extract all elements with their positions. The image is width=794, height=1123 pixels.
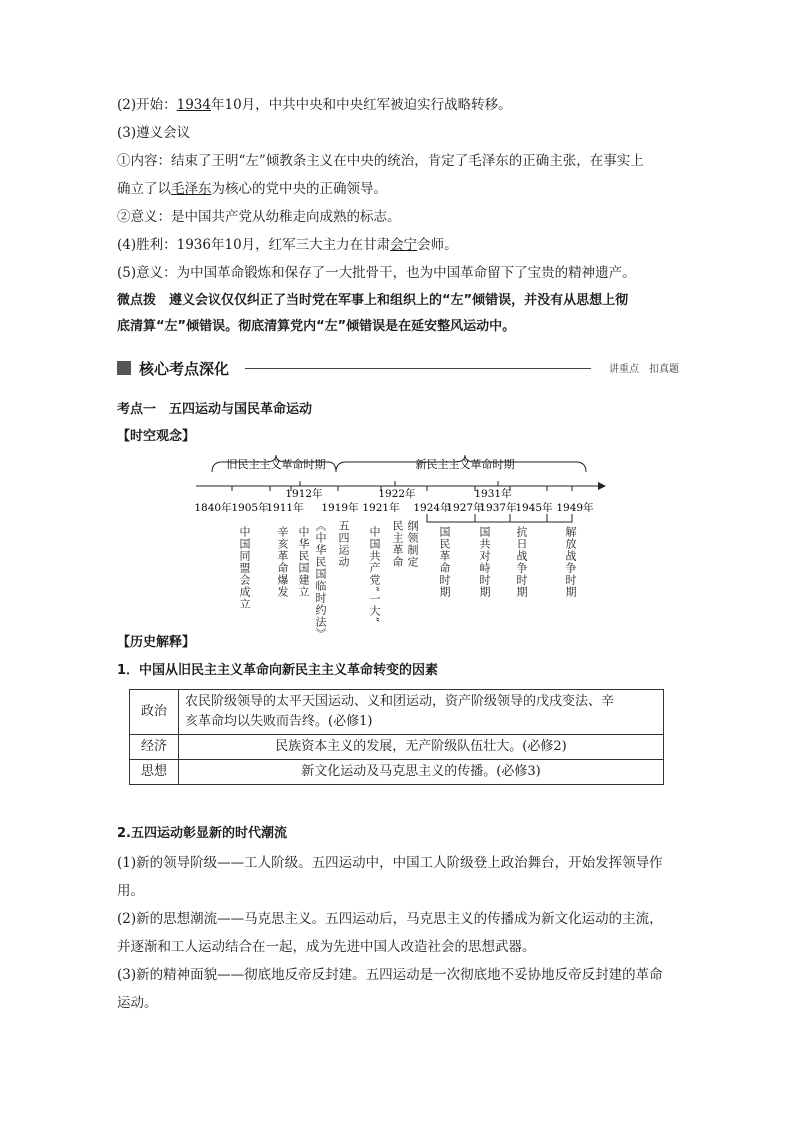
q2-line5: (3)新的精神面貌——彻底地反帝反封建。五四运动是一次彻底地不妥协地反帝反封建的革命: [117, 967, 663, 983]
zunyi-content-pre: 确立了以: [117, 181, 171, 197]
start-text: 年10月，中共中央和中央红军被迫实行战略转移。: [210, 97, 512, 113]
event-linshi-yuefa: 《中华民国临时约法》: [314, 520, 327, 640]
year-1905: 1905年: [231, 502, 269, 514]
text-line-start: [117, 95, 512, 115]
row-head-economy: 经济: [130, 735, 179, 760]
event-kangri: 抗日战争时期: [515, 526, 528, 598]
table-row: [130, 690, 664, 735]
event-guomin: 国民革命时期: [438, 526, 451, 598]
section-right-label: 讲重点 扣真题: [609, 364, 679, 375]
brace-new-period: [336, 455, 586, 472]
section-title: 核心考点深化: [139, 360, 230, 378]
zunyi-significance: ②意义：是中国共产党从幼稚走向成熟的标志。: [117, 209, 401, 225]
event-tongmenghui: 中国同盟会成立: [238, 526, 251, 610]
year-1840: 1840年: [194, 502, 232, 514]
event-zhonghua-minguo: 中华民国建立: [297, 526, 310, 598]
start-year-underlined: 1934: [176, 97, 211, 113]
row-cell-thought: 新文化运动及马克思主义的传播。(必修3): [179, 760, 664, 785]
table-row: [130, 735, 664, 760]
year-1924: 1924年: [413, 502, 451, 514]
period-old-label: 旧民主主义革命时期: [226, 458, 326, 471]
zunyi-heading: (3)遵义会议: [117, 125, 191, 141]
event-xinhai: 辛亥革命爆发: [276, 526, 289, 598]
year-1945: 1945年: [515, 502, 553, 514]
q2-line3: (2)新的思想潮流——马克思主义。五四运动后，马克思主义的传播成为新文化运动的主流，: [117, 911, 663, 927]
event-wusi: 五四运动: [337, 520, 350, 568]
zunyi-content-line2: [117, 179, 387, 199]
year-1912: 1912年: [285, 488, 323, 500]
year-1931: 1931年: [474, 488, 512, 500]
brace-old-period: [212, 455, 336, 472]
section-divider: [245, 368, 591, 369]
zunyi-content-post: 为核心的党中央的正确领导。: [211, 181, 387, 197]
lishi-label: 【历史解释】: [117, 635, 196, 650]
q2-title: 2.五四运动彰显新的时代潮流: [117, 826, 287, 841]
shikong-label: 【时空观念】: [117, 429, 196, 444]
factors-table: [129, 689, 664, 785]
row-head-thought: 思想: [130, 760, 179, 785]
politics-line2: 亥革命均以失败而告终。(必修1): [185, 714, 373, 729]
huining-underlined: 会宁: [390, 237, 418, 253]
event-jiefang: 解放战争时期: [564, 526, 577, 598]
event-yida: 中国共产党“一大”: [368, 526, 381, 624]
event-gangling-part1: 民主革命: [391, 520, 404, 568]
zunyi-content-line1: ①内容：结束了王明“左”倾教条主义在中央的统治，肯定了毛泽东的正确主张，在事实上: [117, 153, 644, 169]
table-row: [130, 760, 664, 785]
tip-line2: 底清算“左”倾错误。彻底清算党内“左”倾错误是在延安整风运动中。: [117, 319, 516, 334]
q2-line1: (1)新的领导阶级——工人阶级。五四运动中，中国工人阶级登上政治舞台，开始发挥领导作: [117, 855, 663, 871]
year-1911: 1911年: [266, 502, 304, 514]
period-new-label: 新民主主义革命时期: [415, 458, 515, 471]
politics-line1: 农民阶级领导的太平天国运动、义和团运动，资产阶级领导的戊戌变法、辛: [185, 694, 615, 709]
section-header: [117, 358, 679, 380]
section-square-icon: [117, 361, 131, 375]
tip-line1: 微点拨 遵义会议仅仅纠正了当时党在军事上和组织上的“左”倾错误，并没有从思想上彻: [117, 293, 629, 308]
timeline-arrow-icon: [598, 482, 606, 490]
q1-title: 1．中国从旧民主主义革命向新民主主义革命转变的因素: [117, 663, 439, 678]
bracket-guomin: [427, 514, 475, 522]
q2-line6: 运动。: [117, 995, 158, 1011]
event-gangling-part2: 纲领制定: [406, 520, 419, 568]
year-1922: 1922年: [378, 488, 416, 500]
bracket-kangri: [510, 514, 547, 522]
row-cell-economy: 民族资本主义的发展，无产阶级队伍壮大。(必修2): [179, 735, 664, 760]
long-march-significance: (5)意义：为中国革命锻炼和保存了一大批骨干，也为中国革命留下了宝贵的精神遗产。: [117, 265, 636, 281]
row-cell-politics: [179, 690, 664, 735]
row-head-politics: 政治: [130, 690, 179, 735]
victory-post: 会师。: [417, 237, 458, 253]
year-1927: 1927年: [446, 502, 484, 514]
event-guogong: 国共对峙时期: [478, 526, 491, 598]
bracket-jiefang: [547, 514, 572, 522]
period-brackets: [427, 514, 572, 522]
year-1919: 1919年: [321, 502, 359, 514]
q2-line2: 用。: [117, 883, 144, 899]
victory-pre: (4)胜利：1936年10月，红军三大主力在甘肃: [117, 237, 391, 253]
timeline-ticks: [232, 481, 572, 491]
year-1949: 1949年: [556, 502, 594, 514]
kaodian-title: 考点一 五四运动与国民革命运动: [117, 402, 313, 417]
year-1937: 1937年: [479, 502, 517, 514]
bracket-guogong: [475, 514, 510, 522]
q2-line4: 并逐渐和工人运动结合在一起，成为先进中国人改造社会的思想武器。: [117, 939, 536, 955]
mao-underlined: 毛泽东: [171, 181, 212, 197]
year-1921: 1921年: [362, 502, 400, 514]
victory-line: [117, 235, 458, 255]
start-label: (2)开始：: [117, 97, 177, 113]
